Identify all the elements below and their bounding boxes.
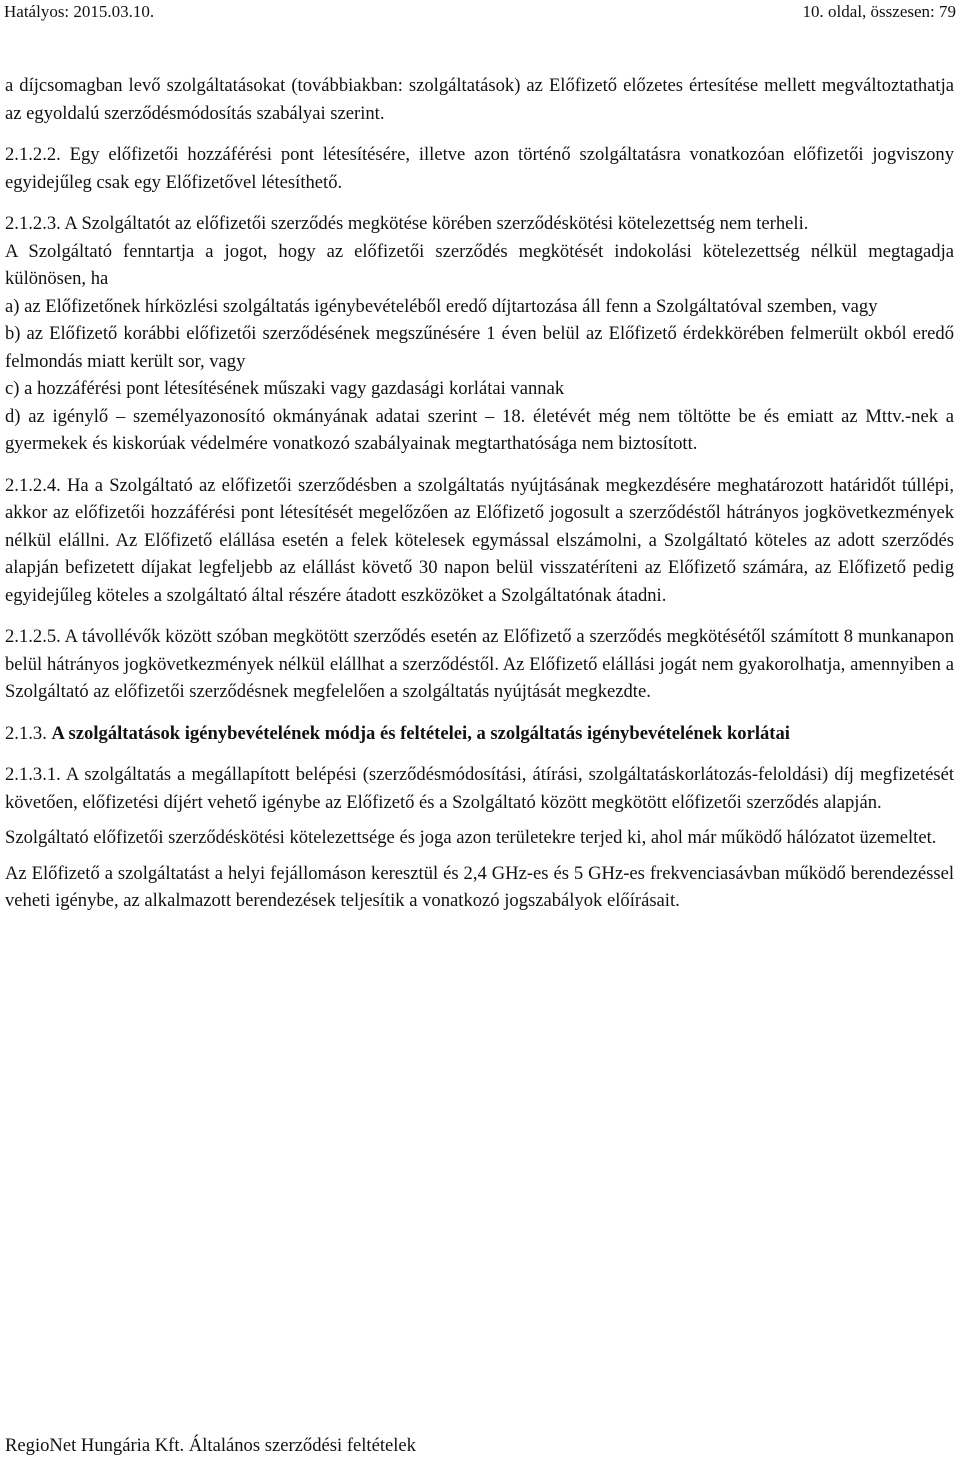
document-body: [5, 72, 954, 929]
paragraph-intro: a díjcsomagban levő szolgáltatásokat (továbbiakban: szolgáltatások) az Előfizető előzetes értesítése mellett megváltoztathatja az egyoldalú szerződésmódosítás szabályai szerint.: [5, 75, 954, 124]
paragraph-2-1-2-2: 2.1.2.2. Egy előfizetői hozzáférési pont létesítésére, illetve azon történő szolgáltatásra vonatkozóan előfizetői jogviszony egyidejűleg csak egy Előfizetővel létesíthető.: [5, 144, 954, 193]
paragraph-2-1-2-5: 2.1.2.5. A távollévők között szóban megkötött szerződés esetén az Előfizető a szerződés megkötésétől számított 8 munkanapon belül hátrányos jogkövetkezmények nélkül elállhat a szerződéstől. Az Előfizető elállási jogát nem gyakorolhatja, amennyiben a Szolgáltató az előfizetői szerződésnek megfelelően a szolgáltatás nyújtását megkezdte.: [5, 626, 954, 702]
paragraph-2-1-2-4: 2.1.2.4. Ha a Szolgáltató az előfizetői szerződésben a szolgáltatás nyújtásának megkezdésére meghatározott határidőt túllépi, akkor az előfizetői hozzáférési pont létesítését megelőzően az Előfizető jogosult a szerződéstől hátrányos jogkövetkezmények nélkül elállni. Az Előfizető elállása esetén a felek kötelesek egymással elszámolni, a Szolgáltató köteles az adott szerződés alapján befizetett díjakat legfeljebb az elállást követő 30 napon belül visszatéríteni az Előfizető számára, az Előfizető pedig egyidejűleg köteles a szolgáltató által részére átadott eszközöket a Szolgáltatónak átadni.: [5, 474, 954, 606]
page-header: [4, 0, 956, 24]
section-title: A szolgáltatások igénybevételének módja és feltételei, a szolgáltatás igénybevételének korlátai: [51, 722, 790, 744]
section-number: 2.1.3.: [5, 722, 47, 744]
paragraph-frequency: Az Előfizető a szolgáltatást a helyi fejállomáson keresztül és 2,4 GHz-es és 5 GHz-es frekvenciasávban működő berendezéssel veheti igénybe, az alkalmazott berendezések teljesítik a vonatkozó jogszabályok előírásait.: [5, 862, 954, 911]
paragraph-network-coverage: Szolgáltató előfizetői szerződéskötési kötelezettsége és joga azon területekre terjed ki, ahol már működő hálózatot üzemeltet.: [5, 827, 937, 848]
paragraph-2-1-2-3: 2.1.2.3. A Szolgáltatót az előfizetői szerződés megkötése körében szerződéskötési kötelezettség nem terheli.: [5, 213, 809, 234]
list-item-a: a) az Előfizetőnek hírközlési szolgáltatás igénybevételéből eredő díjtartozása áll fenn a Szolgáltatóval szemben, vagy: [5, 295, 878, 317]
list-item-b: b) az Előfizető korábbi előfizetői szerződésének megszűnésére 1 éven belül az Előfizető érdekkörében felmerült okból eredő felmondás miatt került sor, vagy: [5, 323, 954, 372]
section-heading-2-1-3: [5, 720, 954, 748]
list-item-c: c) a hozzáférési pont létesítésének műszaki vagy gazdasági korlátai vannak: [5, 378, 565, 399]
paragraph-2-1-3-1: 2.1.3.1. A szolgáltatás a megállapított belépési (szerződésmódosítási, átírási, szolgáltatáskorlátozás-feloldási) díj megfizetését követően, előfizetési díjért vehető igénybe az Előfizető és a Szolgáltató között megkötött előfizetői szerződés alapján.: [5, 764, 954, 813]
page-footer: RegioNet Hungária Kft. Általános szerződési feltételek: [5, 1435, 416, 1456]
effective-date: Hatályos: 2015.03.10.: [4, 2, 155, 21]
paragraph-refusal-rights: A Szolgáltató fenntartja a jogot, hogy az előfizetői szerződés megkötését indokolási kötelezettség nélkül megtagadja különösen, ha: [5, 240, 954, 289]
list-item-d: d) az igénylő – személyazonosító okmányának adatai szerint – 18. életévét még nem töltötte be és emiatt az Mttv.-nek a gyermekek és kiskorúak védelmére vonatkozó szabályainak megtarthatósága nem biztosított.: [5, 405, 954, 454]
page-number: 10. oldal, összesen: 79: [802, 2, 956, 21]
